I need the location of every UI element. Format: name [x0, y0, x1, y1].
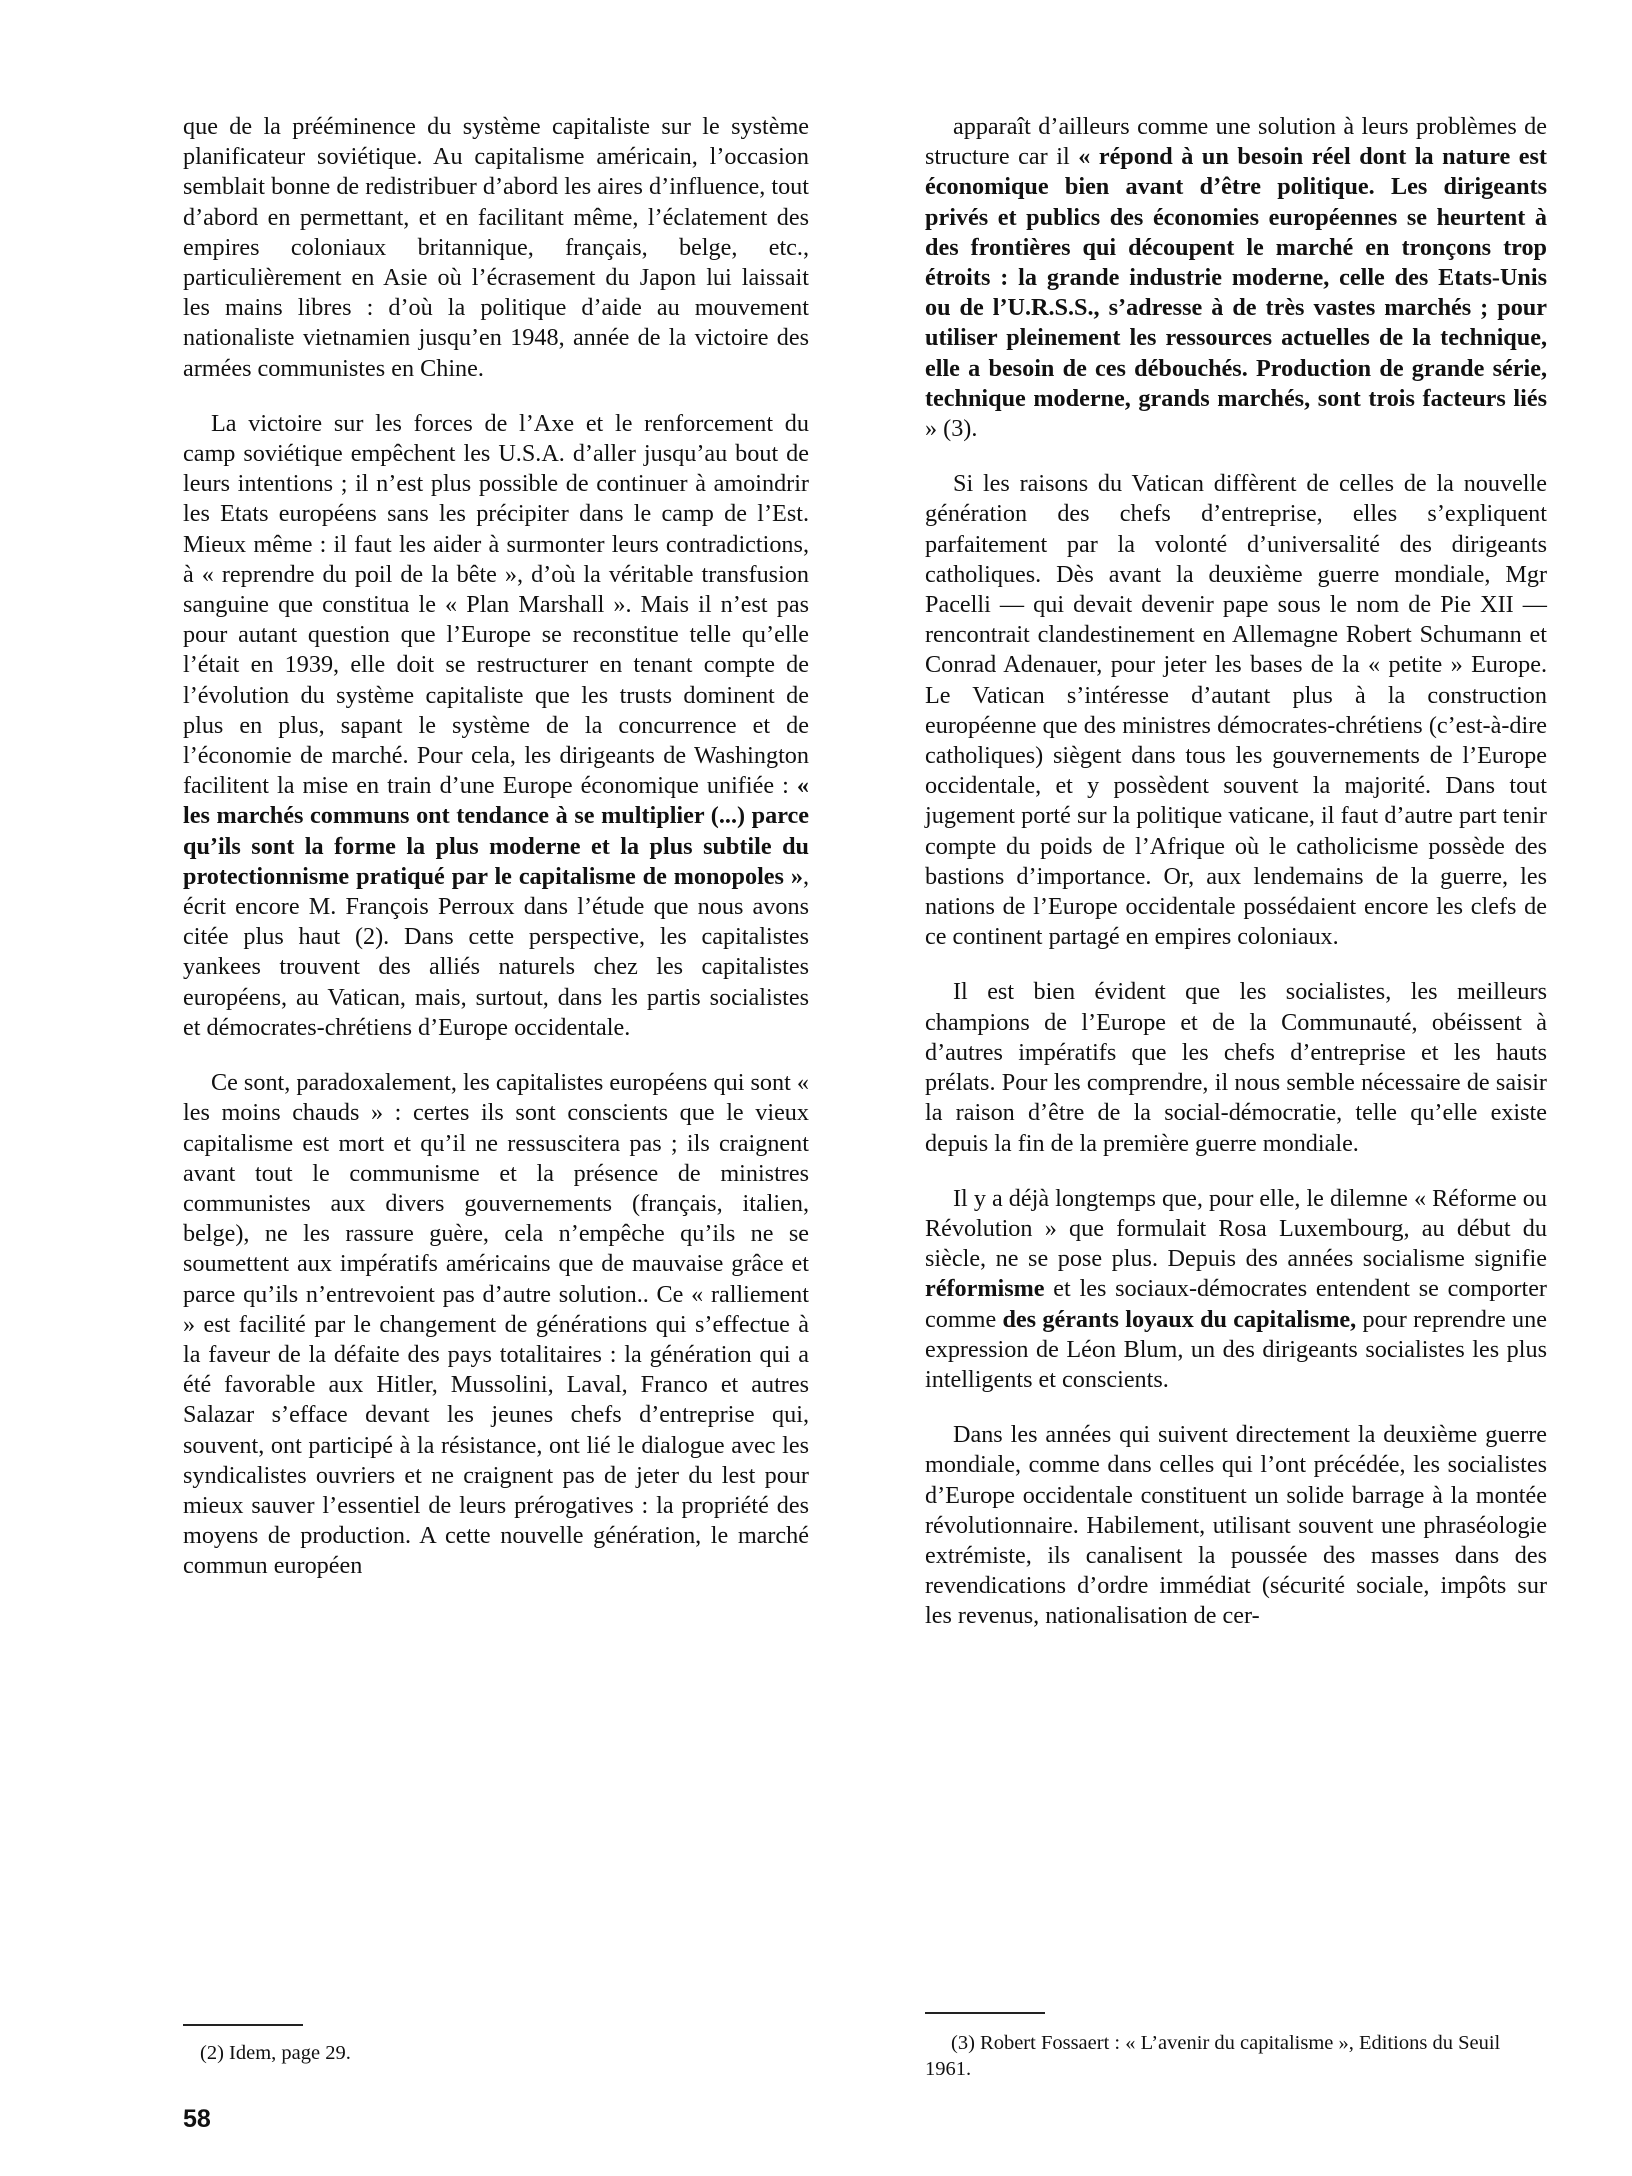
paragraph: Ce sont, paradoxalement, les capitalistes européens qui sont « les moins chauds » : certes ils sont conscients que le vieux capitalisme est mort et qu’il ne ressuscitera pas ; ils craignent avant tout le communisme et la présence de ministres communistes aux divers gouvernements (français, italien, belge), ne les rassure guère, cela n’empêche qu’ils ne se soumettent aux impératifs américains que de mauvaise grâce et parce qu’ils n’entrevoient pas d’autre solution.. Ce « ralliement » est facilité par le changement de générations qui s’effectue à la faveur de la défaite des pays totalitaires : la génération qui a été favorable aux Hitler, Mussolini, Laval, Franco et autres Salazar s’efface devant les jeunes chefs d’entreprise qui, souvent, ont participé à la résistance, ont lié le dialogue avec les syndicalistes ouvriers et ne craignent pas de jeter du lest pour mieux sauver l’essentiel de leurs prérogatives : la propriété des moyens de production. A cette nouvelle génération, le marché commun européen — [183, 1069, 809, 1580]
footnote-rule — [183, 2024, 303, 2026]
footnote-left: (2) Idem, page 29. — [200, 2042, 351, 2064]
paragraph: Dans les années qui suivent directement la deuxième guerre mondiale, comme dans celles qui l’ont précédée, les socialistes d’Europe occidentale constituent un solide barrage à la montée révolutionnaire. Habilement, utilisant souvent une phraséologie extrémiste, ils canalisent la poussée des masses dans des revendications d’ordre immédiat (sécurité sociale, impôts sur les revenus, nationalisation de cer- — [925, 1421, 1547, 1630]
paragraph: que de la prééminence du système capitaliste sur le système planificateur soviétique. Au capitalisme américain, l’occasion semblait bonne de redistribuer d’abord les aires d’influence, tout d’abord en permettant, et en facilitant même, l’éclatement des empires coloniaux britannique, français, belge, etc., particulièrement en Asie où l’écrasement du Japon lui laissait les mains libres : d’où la politique d’aide au mouvement nationaliste vietnamien jusqu’en 1948, année de la victoire des armées communistes en Chine. — [183, 113, 809, 382]
footnote-rule — [925, 2012, 1045, 2014]
paragraph: apparaît d’ailleurs comme une solution à leurs problèmes de structure car il « répond à un besoin réel dont la nature est économique bien avant d’être politique. Les dirigeants privés et publics des économies européennes se heurtent à des frontières qui découpent le marché en tronçons trop étroits : la grande industrie moderne, celle des Etats-Unis ou de l’U.R.S.S., s’adresse à de très vastes marchés ; pour utiliser pleinement les ressources actuelles de la technique, elle a besoin de ces débouchés. Production de grande série, technique moderne, grands marchés, sont trois facteurs liés » (3). — [925, 113, 1547, 443]
bold-term: des gérants loyaux du capitalisme, — [1002, 1305, 1357, 1333]
paragraph: Il y a déjà longtemps que, pour elle, le dilemne « Réforme ou Révolution » que formulait Rosa Luxembourg, au début du siècle, ne se pose plus. Depuis des années socialisme signifie réformisme et les sociaux-démocrates entendent se comporter comme des gérants loyaux du capitalisme, pour reprendre une expression de Léon Blum, un des dirigeants socialistes les plus intelligents et conscients. — [925, 1184, 1547, 1393]
right-column — [925, 112, 1547, 1657]
paragraph: La victoire sur les forces de l’Axe et le renforcement du camp soviétique empêchent les U.S.A. d’aller jusqu’au bout de leurs intentions ; il n’est plus possible de continuer à amoindrir les Etats européens sans les précipiter dans le camp de l’Est. Mieux même : il faut les aider à surmonter leurs contradictions, à « reprendre du poil de la bête », d’où la véritable transfusion sanguine que constitua le « Plan Marshall ». Mais il n’est pas pour autant question que l’Europe se reconstitue telle qu’elle l’était en 1939, elle doit se restructurer en tenant compte de l’évolution du système capitaliste que les trusts dominent de plus en plus, sapant le système de la concurrence et de l’économie de marché. Pour cela, les dirigeants de Washington facilitent la mise en train d’une Europe économique unifiée : « les marchés communs ont tendance à se multiplier (...) parce qu’ils sont la forme la plus moderne et la plus subtile du protectionnisme pratiqué par le capitalisme de monopoles », écrit encore M. François Perroux dans l’étude que nous avons citée plus haut (2). Dans cette perspective, les capitalistes yankees trouvent des alliés naturels chez les capitalistes européens, au Vatican, mais, surtout, dans les partis socialistes et démocrates-chrétiens d’Europe occidentale. — [183, 409, 809, 1041]
quotation-bold: « répond à un besoin réel dont la nature est économique bien avant d’être politique. Les dirigeants privés et publics des économies européennes se heurtent à des frontières qui découpent le marché en tronçons trop étroits : la grande industrie moderne, celle des Etats-Unis ou de l’U.R.S.S., s’adresse à de très vastes marchés ; pour utiliser pleinement les ressources actuelles de la technique, elle a besoin de ces débouchés. Production de grande série, technique moderne, grands marchés, sont trois facteurs liés — [925, 143, 1547, 412]
page-number: 58 — [183, 2105, 211, 2133]
bold-term: réformisme — [925, 1275, 1045, 1303]
left-column — [183, 112, 809, 1607]
quotation-bold: « les marchés communs ont tendance à se multiplier (...) parce qu’ils sont la forme la plus moderne et la plus subtile du protectionnisme pratiqué par le capitalisme de monopoles » — [183, 772, 809, 890]
paragraph: Si les raisons du Vatican diffèrent de celles de la nouvelle génération des chefs d’entreprise, elles s’expliquent parfaitement par la volonté d’universalité des dirigeants catholiques. Dès avant la deuxième guerre mondiale, Mgr Pacelli — qui devait devenir pape sous le nom de Pie XII — rencontrait clandestinement en Allemagne Robert Schumann et Conrad Adenauer, pour jeter les bases de la « petite » Europe. Le Vatican s’intéresse d’autant plus à la construction européenne que des ministres démocrates-chrétiens (c’est-à-dire catholiques) siègent dans tous les gouvernements de l’Europe occidentale, et y possèdent souvent la majorité. Dans tout jugement porté sur la politique vaticane, il faut d’autre part tenir compte du poids de l’Afrique où le catholicisme possède des bastions d’importance. Or, aux lendemains de la guerre, les nations de l’Europe occidentale possédaient encore les clefs de ce continent partagé en empires coloniaux. — [925, 470, 1547, 951]
paragraph: Il est bien évident que les socialistes, les meilleurs champions de l’Europe et de la Communauté, obéissent à d’autres impératifs que les chefs d’entreprise et les hauts prélats. Pour les comprendre, il nous semble nécessaire de saisir la raison d’être de la social-démocratie, telle qu’elle existe depuis la fin de la première guerre mondiale. — [925, 978, 1547, 1157]
footnote-right: (3) Robert Fossaert : « L’avenir du capitalisme », Editions du Seuil 1961. — [925, 2032, 1501, 2080]
